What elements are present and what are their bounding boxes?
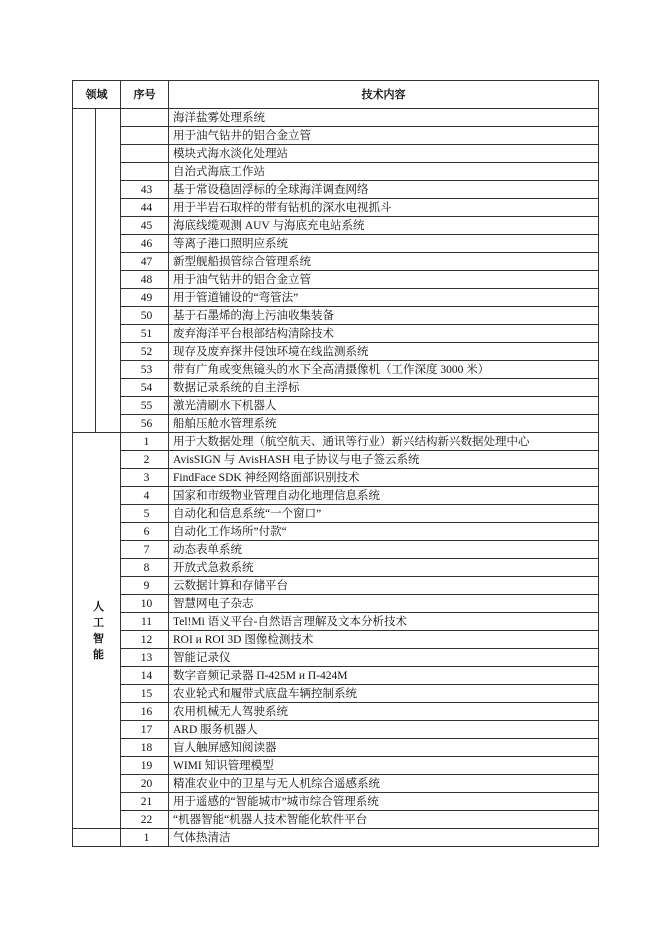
seq-cell: 22 — [121, 811, 169, 829]
seq-cell: 9 — [121, 577, 169, 595]
table-row — [73, 541, 599, 559]
table-row — [73, 253, 599, 271]
seq-cell: 49 — [121, 289, 169, 307]
seq-cell: 7 — [121, 541, 169, 559]
domain-char: 工 — [93, 615, 104, 629]
seq-cell: 56 — [121, 415, 169, 433]
table-row — [73, 523, 599, 541]
table-row — [73, 577, 599, 595]
content-cell: AvisSIGN 与 AvisHASH 电子协议与电子签云系统 — [169, 451, 599, 469]
table-row — [73, 181, 599, 199]
seq-cell: 46 — [121, 235, 169, 253]
content-cell: 自动化和信息系统“一个窗口” — [169, 505, 599, 523]
header-seq: 序号 — [121, 81, 169, 109]
content-cell: 智能记录仪 — [169, 649, 599, 667]
content-cell: 新型舰船损管综合管理系统 — [169, 253, 599, 271]
content-cell: 基于常设稳固浮标的全球海洋调查网络 — [169, 181, 599, 199]
table-row — [73, 487, 599, 505]
seq-cell: 1 — [121, 433, 169, 451]
seq-cell: 8 — [121, 559, 169, 577]
seq-cell: 12 — [121, 631, 169, 649]
content-cell: 开放式急救系统 — [169, 559, 599, 577]
content-cell: 国家和市级物业管理自动化地理信息系统 — [169, 487, 599, 505]
table-row — [73, 649, 599, 667]
seq-cell: 21 — [121, 793, 169, 811]
content-cell: Tel!Mi 语义平台-自然语言理解及文本分析技术 — [169, 613, 599, 631]
seq-cell: 52 — [121, 343, 169, 361]
table-row — [73, 451, 599, 469]
domain-char: 智 — [93, 631, 104, 645]
content-cell: 自治式海底工作站 — [169, 163, 599, 181]
content-cell: 海洋盐雾处理系统 — [169, 109, 599, 127]
content-cell: 激光清刷水下机器人 — [169, 397, 599, 415]
seq-cell: 20 — [121, 775, 169, 793]
table-row — [73, 325, 599, 343]
domain-cell — [73, 829, 121, 847]
content-cell: 用于大数据处理（航空航天、通讯等行业）新兴结构新兴数据处理中心 — [169, 433, 599, 451]
table-row — [73, 505, 599, 523]
content-cell: 现存及废弃探井侵蚀环境在线监测系统 — [169, 343, 599, 361]
content-cell: 船舶压舱水管理系统 — [169, 415, 599, 433]
content-cell: 数字音频记录器 П-425M и П-424M — [169, 667, 599, 685]
table-row — [73, 721, 599, 739]
content-cell: 数据记录系统的自主浮标 — [169, 379, 599, 397]
table-row — [73, 289, 599, 307]
content-cell: WIMI 知识管理模型 — [169, 757, 599, 775]
table-row — [73, 199, 599, 217]
table-row — [73, 631, 599, 649]
seq-cell — [121, 163, 169, 181]
table-row — [73, 757, 599, 775]
seq-cell: 44 — [121, 199, 169, 217]
content-cell: 等离子港口照明应系统 — [169, 235, 599, 253]
content-cell: FindFace SDK 神经网络面部识别技术 — [169, 469, 599, 487]
table-header-row — [73, 81, 599, 109]
content-cell: 用于管道铺设的“弯管法” — [169, 289, 599, 307]
seq-cell: 48 — [121, 271, 169, 289]
table-row — [73, 793, 599, 811]
domain-char: 能 — [93, 647, 104, 661]
content-cell: 废弃海洋平台根部结构清除技术 — [169, 325, 599, 343]
table-body — [73, 109, 599, 847]
table-row — [73, 739, 599, 757]
table-row — [73, 559, 599, 577]
seq-cell: 10 — [121, 595, 169, 613]
table-row — [73, 307, 599, 325]
content-cell: ARD 服务机器人 — [169, 721, 599, 739]
header-content: 技术内容 — [169, 81, 599, 109]
table-row — [73, 271, 599, 289]
table-row — [73, 217, 599, 235]
seq-cell: 54 — [121, 379, 169, 397]
seq-cell: 19 — [121, 757, 169, 775]
content-cell: 用于油气钻井的铝合金立管 — [169, 127, 599, 145]
seq-cell: 15 — [121, 685, 169, 703]
seq-cell: 16 — [121, 703, 169, 721]
table-row — [73, 109, 599, 127]
table-row — [73, 829, 599, 847]
table-row — [73, 433, 599, 451]
content-cell: 农用机械无人驾驶系统 — [169, 703, 599, 721]
table-row — [73, 613, 599, 631]
table-row — [73, 775, 599, 793]
table-row — [73, 703, 599, 721]
table-row — [73, 235, 599, 253]
content-cell: ROI и ROI 3D 图像检测技术 — [169, 631, 599, 649]
content-cell: 海底线缆观测 AUV 与海底充电站系统 — [169, 217, 599, 235]
content-cell: 智慧网电子杂志 — [169, 595, 599, 613]
table-row — [73, 415, 599, 433]
content-cell: 自动化工作场所”付款“ — [169, 523, 599, 541]
content-cell: “机器智能“机器人技术智能化软件平台 — [169, 811, 599, 829]
table-row — [73, 343, 599, 361]
table-row — [73, 469, 599, 487]
seq-cell: 4 — [121, 487, 169, 505]
content-cell: 精准农业中的卫星与无人机综合遥感系统 — [169, 775, 599, 793]
content-cell: 用于遥感的“智能城市”城市综合管理系统 — [169, 793, 599, 811]
content-cell: 用于油气钻井的铝合金立管 — [169, 271, 599, 289]
seq-cell: 11 — [121, 613, 169, 631]
seq-cell: 17 — [121, 721, 169, 739]
seq-cell: 43 — [121, 181, 169, 199]
domain-cell-ai — [73, 433, 121, 829]
table-row — [73, 127, 599, 145]
seq-cell: 13 — [121, 649, 169, 667]
domain-cell — [73, 109, 121, 433]
table-row — [73, 379, 599, 397]
seq-cell: 18 — [121, 739, 169, 757]
seq-cell: 53 — [121, 361, 169, 379]
seq-cell — [121, 109, 169, 127]
seq-cell: 3 — [121, 469, 169, 487]
content-cell: 用于半岩石取样的带有钻机的深水电视抓斗 — [169, 199, 599, 217]
content-cell: 云数据计算和存储平台 — [169, 577, 599, 595]
content-cell: 盲人触屏感知阅读器 — [169, 739, 599, 757]
table-row — [73, 667, 599, 685]
seq-cell: 5 — [121, 505, 169, 523]
seq-cell — [121, 145, 169, 163]
seq-cell: 14 — [121, 667, 169, 685]
seq-cell: 1 — [121, 829, 169, 847]
technology-table — [72, 80, 599, 847]
seq-cell: 45 — [121, 217, 169, 235]
header-domain: 领域 — [73, 81, 121, 109]
table-row — [73, 145, 599, 163]
inner-divider — [95, 109, 96, 432]
table-row — [73, 811, 599, 829]
table-row — [73, 361, 599, 379]
content-cell: 带有广角或变焦镜头的水下全高清摄像机（工作深度 3000 米） — [169, 361, 599, 379]
table-row — [73, 397, 599, 415]
seq-cell: 6 — [121, 523, 169, 541]
seq-cell: 47 — [121, 253, 169, 271]
content-cell: 模块式海水淡化处理站 — [169, 145, 599, 163]
domain-char: 人 — [93, 599, 104, 613]
table-row — [73, 595, 599, 613]
table-row — [73, 685, 599, 703]
content-cell: 气体热清洁 — [169, 829, 599, 847]
seq-cell: 2 — [121, 451, 169, 469]
seq-cell: 55 — [121, 397, 169, 415]
content-cell: 农业轮式和履带式底盘车辆控制系统 — [169, 685, 599, 703]
table-row — [73, 163, 599, 181]
seq-cell: 51 — [121, 325, 169, 343]
seq-cell — [121, 127, 169, 145]
content-cell: 动态表单系统 — [169, 541, 599, 559]
seq-cell: 50 — [121, 307, 169, 325]
content-cell: 基于石墨烯的海上污油收集装备 — [169, 307, 599, 325]
